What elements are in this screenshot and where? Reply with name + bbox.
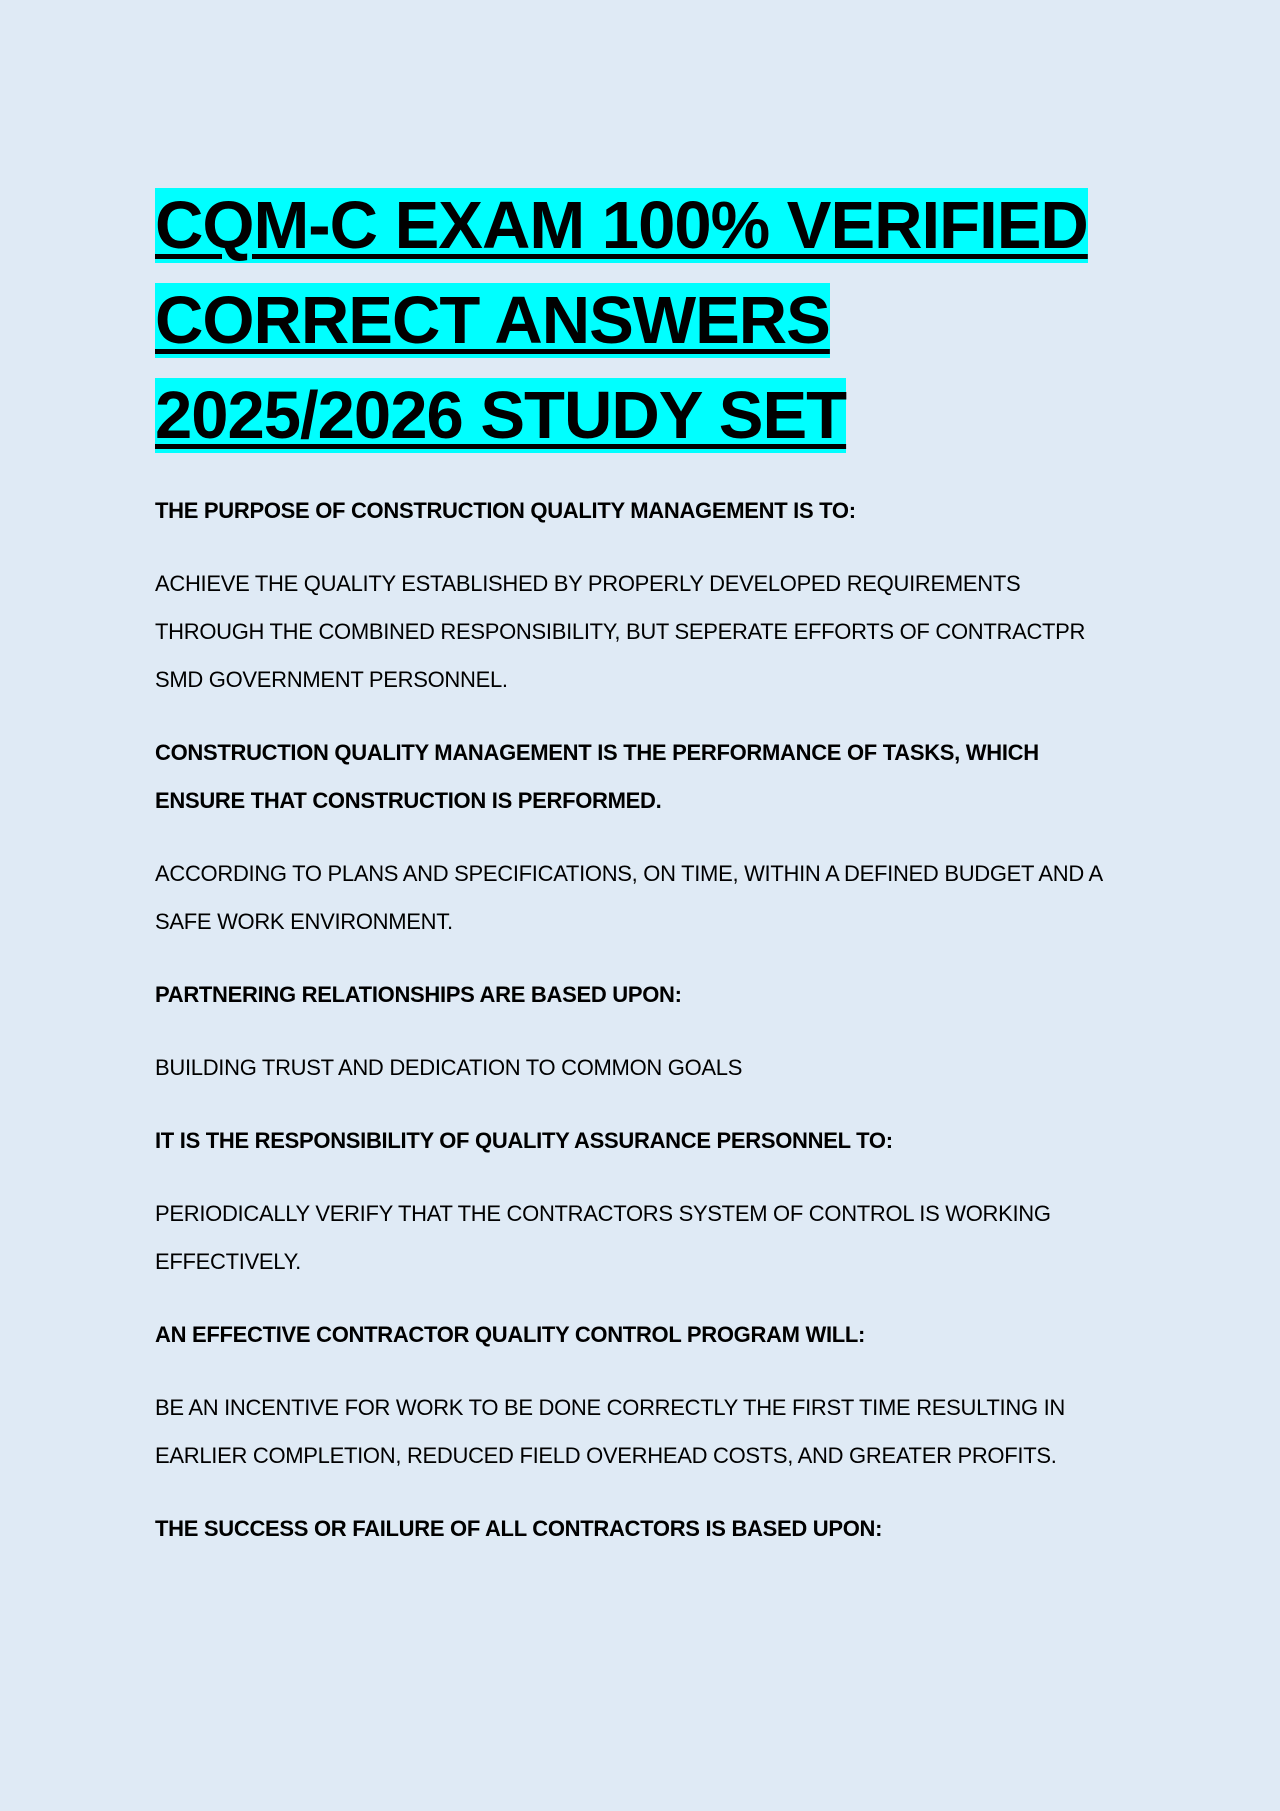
question-text: CONSTRUCTION QUALITY MANAGEMENT IS THE PERFORMANCE OF TASKS, WHICH ENSURE THAT CONSTRUCTION IS PERFORMED. bbox=[155, 740, 1039, 813]
answer-text: BUILDING TRUST AND DEDICATION TO COMMON GOALS bbox=[155, 1055, 743, 1080]
question-text: IT IS THE RESPONSIBILITY OF QUALITY ASSURANCE PERSONNEL TO: bbox=[155, 1128, 893, 1153]
question-text: THE SUCCESS OR FAILURE OF ALL CONTRACTORS IS BASED UPON: bbox=[155, 1516, 883, 1541]
question-text: PARTNERING RELATIONSHIPS ARE BASED UPON: bbox=[155, 982, 682, 1007]
answer-text: PERIODICALLY VERIFY THAT THE CONTRACTORS SYSTEM OF CONTROL IS WORKING EFFECTIVELY. bbox=[155, 1201, 1051, 1274]
question-text: THE PURPOSE OF CONSTRUCTION QUALITY MANAGEMENT IS TO: bbox=[155, 498, 856, 523]
title-line: CORRECT ANSWERS bbox=[155, 283, 830, 358]
title-line: 2025/2026 STUDY SET bbox=[155, 378, 847, 453]
document-page bbox=[155, 178, 1115, 1578]
question-answer-list bbox=[155, 487, 1115, 1553]
answer-text: BE AN INCENTIVE FOR WORK TO BE DONE CORRECTLY THE FIRST TIME RESULTING IN EARLIER COMPLETION, REDUCED FIELD OVERHEAD COSTS, AND GREATER PROFITS. bbox=[155, 1395, 1065, 1468]
answer-text: ACHIEVE THE QUALITY ESTABLISHED BY PROPERLY DEVELOPED REQUIREMENTS THROUGH THE COMBINED RESPONSIBILITY, BUT SEPERATE EFFORTS OF CONTRACTPR SMD GOVERNMENT PERSONNEL. bbox=[155, 571, 1086, 692]
question-text: AN EFFECTIVE CONTRACTOR QUALITY CONTROL PROGRAM WILL: bbox=[155, 1322, 866, 1347]
document-title bbox=[155, 178, 1115, 463]
answer-text: ACCORDING TO PLANS AND SPECIFICATIONS, ON TIME, WITHIN A DEFINED BUDGET AND A SAFE WORK ENVIRONMENT. bbox=[155, 861, 1102, 934]
title-line: CQM-C EXAM 100% VERIFIED bbox=[155, 188, 1088, 263]
